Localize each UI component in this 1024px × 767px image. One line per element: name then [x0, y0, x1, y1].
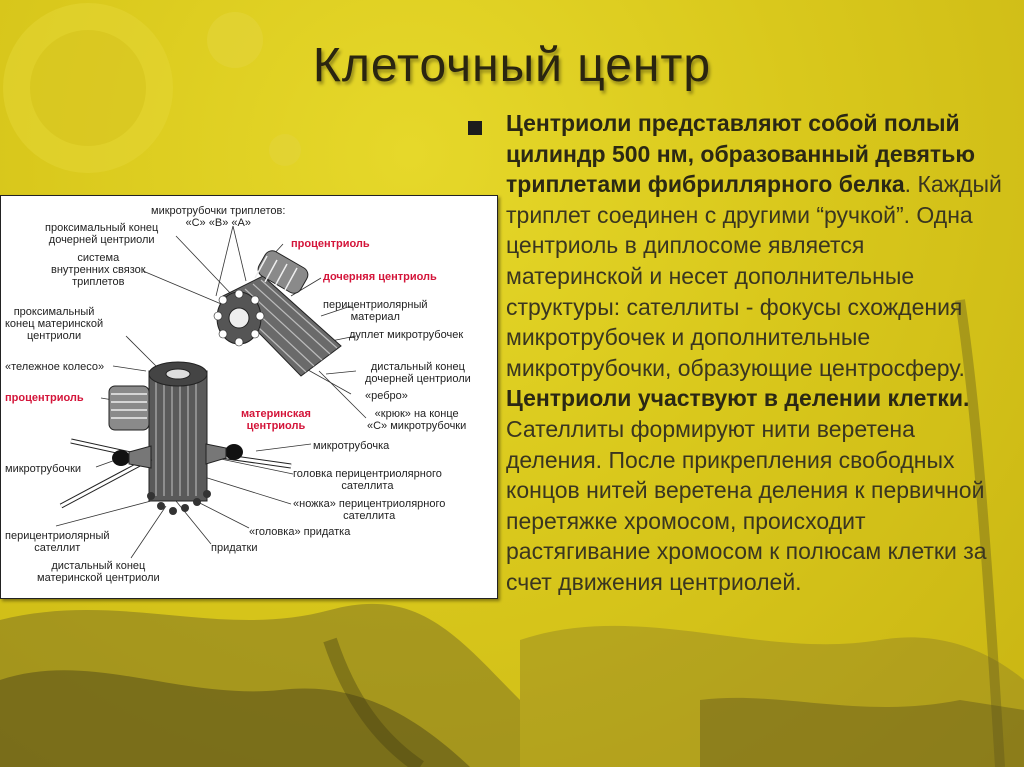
procentriole-left-shape	[109, 386, 149, 430]
label-hook: «крюк» на конце «С» микротрубочки	[367, 408, 467, 432]
label-satellite-head: головка перицентриолярного сателлита	[293, 468, 442, 492]
label-microtubules: микротрубочки	[5, 463, 82, 475]
paragraph-bold-3: Центриоли участвуют в делении клетки.	[506, 385, 970, 412]
label-head-appendage: «головка» придатка	[249, 526, 351, 538]
slide-title: Клеточный центр	[312, 39, 712, 92]
label-pericentriolar-satellite: перицентриолярный сателлит	[5, 530, 110, 554]
label-pericentriolar: перицентриолярный материал	[323, 299, 428, 323]
paragraph-text-2: . Каждый триплет соединен с другими “ручкой”. Одна центриоль в диплосоме является материнской и несет дополнительные структуры: сателлиты - фокусы схождения микротрубочек и дополнительные микротрубочки, образующие центросферу.	[506, 171, 1002, 381]
label-distal-daughter: дистальный конец дочерней центриоли	[365, 361, 471, 385]
label-distal-mother: дистальный конец материнской центриоли	[37, 560, 160, 584]
label-satellite-leg: «ножка» перицентриолярного сателлита	[293, 498, 446, 522]
label-system: система внутренних связок триплетов	[51, 252, 146, 288]
label-doublet: дуплет микротрубочек	[349, 329, 464, 341]
centriole-diagram	[0, 195, 498, 599]
daughter-centriole-shape	[214, 276, 341, 376]
label-cartwheel: «тележное колесо»	[5, 361, 105, 373]
label-mother-centriole: материнская центриоль	[241, 408, 311, 432]
paragraph-text-4: Сателлиты формируют нити веретена деления. После прикрепления свободных концов нитей веретена деления к первичной перетяжке хромосом, происходит растягивание хромосом к полюсам клетки за счет движения центриолей.	[506, 415, 987, 595]
body-paragraph	[506, 108, 1006, 598]
label-microtubule: микротрубочка	[313, 440, 390, 452]
label-daughter-centriole: дочерняя центриоль	[323, 271, 437, 283]
mother-centriole-shape	[147, 362, 211, 515]
bullet-square	[468, 121, 482, 135]
label-triplets: микротрубочки триплетов: «С» «В» «А»	[151, 205, 286, 229]
label-prox-daughter: проксимальный конец дочерней центриоли	[45, 222, 159, 246]
paragraph-bold-1: Центриоли представляют собой полый цилиндр 500 нм, образованный девятью триплетами фибриллярного белка	[506, 110, 975, 198]
label-rib: «ребро»	[365, 390, 408, 402]
label-procentriole-top: процентриоль	[291, 238, 370, 250]
label-procentriole-left: процентриоль	[5, 392, 84, 404]
label-prox-mother: проксимальный конец материнской центриоли	[5, 306, 104, 342]
label-appendages: придатки	[211, 542, 258, 554]
